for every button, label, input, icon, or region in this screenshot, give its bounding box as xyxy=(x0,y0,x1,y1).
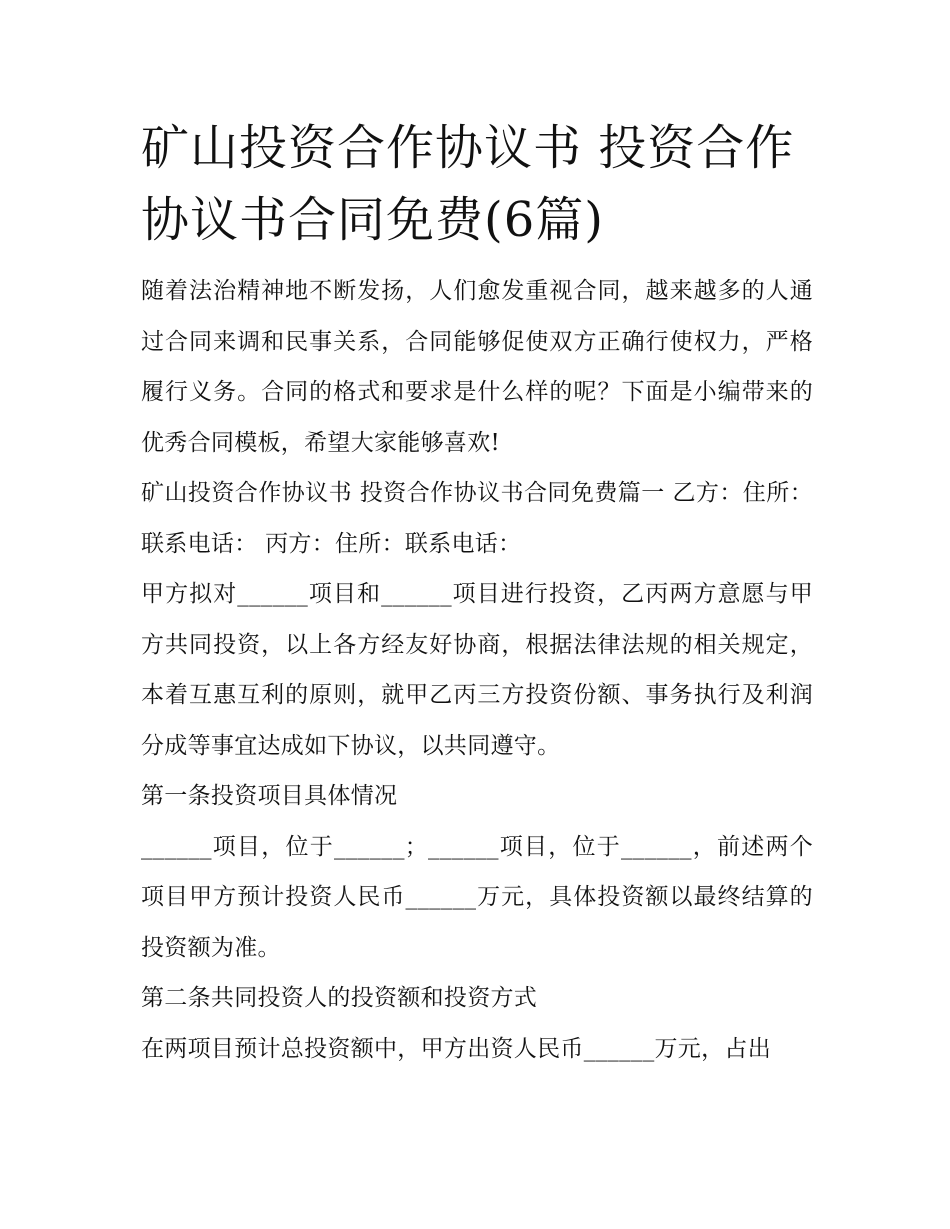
paragraph-preamble: 甲方拟对______项目和______项目进行投资，乙丙两方意愿与甲方共同投资，以上各方经友好协商，根据法律法规的相关规定，本着互惠互利的原则，就甲乙丙三方投资份额、事务执行及利润分成等事宜达成如下协议，以共同遵守。 xyxy=(141,581,813,759)
article-1-heading: 第一条投资项目具体情况 xyxy=(141,783,398,809)
paragraph-parties: 矿山投资合作协议书 投资合作协议书合同免费篇一 乙方：住所：联系电话： 丙方：住所：联系电话： xyxy=(141,480,813,557)
document-title: 矿山投资合作协议书 投资合作协议书合同免费(6篇) xyxy=(141,120,795,248)
article-1-body: ______项目，位于______；______项目，位于______，前述两个项目甲方预计投资人民币______万元，具体投资额以最终结算的投资额为准。 xyxy=(141,833,813,961)
article-2-body: 在两项目预计总投资额中，甲方出资人民币______万元，占出 xyxy=(141,1035,771,1062)
article-2-heading: 第二条共同投资人的投资额和投资方式 xyxy=(141,985,538,1011)
paragraph-intro: 随着法治精神地不断发扬，人们愈发重视合同，越来越多的人通过合同来调和民事关系，合同能够促使双方正确行使权力，严格履行义务。合同的格式和要求是什么样的呢？下面是小编带来的优秀合同模板，希望大家能够喜欢! xyxy=(141,278,813,456)
document-page xyxy=(141,112,813,1074)
